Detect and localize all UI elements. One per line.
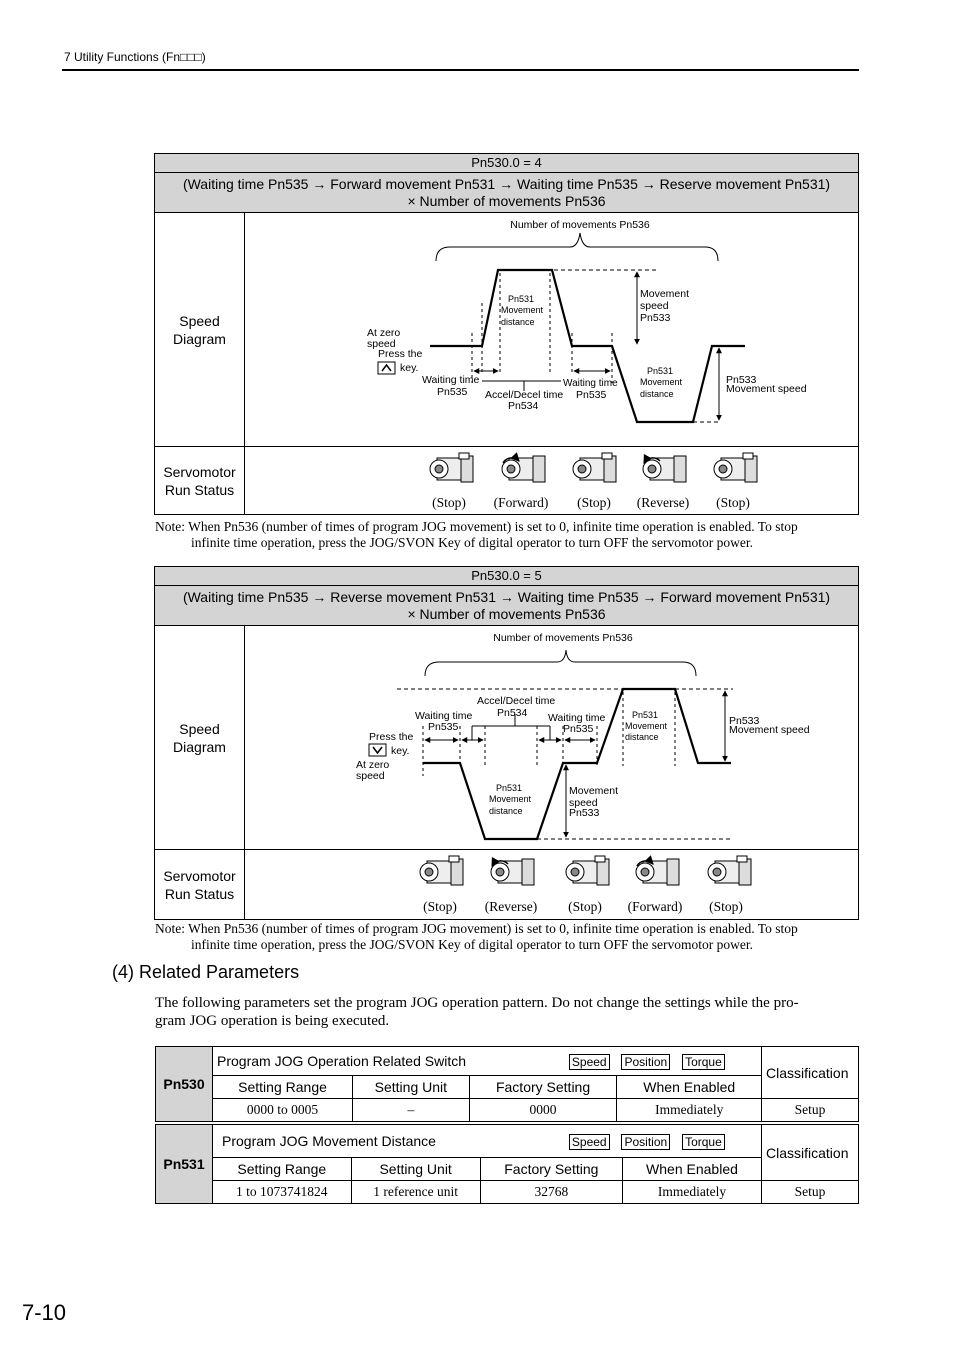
speed-diagram-cell-2: [245, 626, 858, 849]
servomotor-icon: [420, 856, 463, 885]
distance-label: distance: [625, 732, 659, 742]
waiting-time-param: Pn535: [576, 389, 607, 401]
note-line: Note: When Pn536 (number of times of program JOG movement) is set to 0, infinite time operation is enabled. To stop: [155, 519, 798, 534]
torque-tag: Torque: [682, 1134, 725, 1150]
setting-range-value: 1 to 1073741824: [213, 1181, 352, 1204]
status-label: (Forward): [493, 495, 549, 510]
sequence-line-2b: × Number of movements Pn536: [407, 606, 606, 622]
waiting-time-param: Pn535: [437, 386, 468, 398]
servomotor-icon: [502, 456, 545, 482]
speed-diagram-label-1: [155, 213, 245, 446]
waiting-time-param: Pn535: [428, 721, 459, 733]
setting-unit-value: –: [353, 1099, 470, 1122]
setting-unit-value: 1 reference unit: [351, 1181, 480, 1204]
movement-speed-param: Pn533: [569, 807, 600, 819]
mode-label-2: Pn530.0 = 5: [155, 567, 858, 586]
paragraph-line: gram JOG operation is being executed.: [155, 1013, 390, 1029]
factory-setting-value: 0000: [469, 1099, 617, 1122]
waiting-time-label: Waiting time: [563, 378, 618, 389]
at-zero-speed-label: speed: [367, 338, 396, 350]
run-status-label-1: [155, 447, 245, 514]
servomotor-icon: [573, 453, 616, 482]
note-line: infinite time operation, press the JOG/SVON Key of digital operator to turn OFF the servomotor power.: [191, 937, 754, 952]
label-line: Diagram: [173, 330, 226, 347]
movement-speed-label: speed: [569, 797, 598, 809]
run-status-graphic-2: [245, 850, 858, 919]
accel-decel-param: Pn534: [508, 400, 539, 412]
speed-tag: Speed: [569, 1054, 610, 1070]
run-status-cell-1: [245, 447, 858, 514]
movement-speed-param: Pn533: [640, 312, 671, 324]
servomotor-icon: [636, 859, 679, 885]
classification-header: Classification: [762, 1125, 859, 1181]
status-label: (Reverse): [484, 899, 538, 914]
distance-label: distance: [640, 389, 674, 399]
note-line: infinite time operation, press the JOG/SVON Key of digital operator to turn OFF the servomotor power.: [191, 535, 754, 550]
accel-decel-param: Pn534: [497, 707, 528, 719]
pattern-table-1: [154, 153, 859, 515]
movement-speed-label: Movement: [569, 785, 619, 797]
servomotor-icon: [708, 856, 751, 885]
param-table-pn531: [155, 1124, 859, 1204]
servomotor-icon: [714, 453, 757, 482]
when-enabled-value: Immediately: [622, 1181, 761, 1204]
setting-unit-header: Setting Unit: [351, 1158, 480, 1181]
waiting-time-label: Waiting time: [422, 374, 480, 386]
speed-diagram-label-2: [155, 626, 245, 849]
distance-label: Movement: [640, 377, 683, 387]
section-title: (4) Related Parameters: [112, 962, 300, 982]
intro-paragraph: [155, 994, 860, 1030]
setting-unit-header: Setting Unit: [353, 1076, 470, 1099]
servomotor-icon: [643, 456, 686, 482]
note-line: Note: When Pn536 (number of times of program JOG movement) is set to 0, infinite time operation is enabled. To stop: [155, 921, 798, 936]
speed-diagram-1: [245, 213, 858, 446]
at-zero-speed-label: speed: [356, 770, 385, 782]
when-enabled-header: When Enabled: [622, 1158, 761, 1181]
torque-tag: Torque: [682, 1054, 725, 1070]
at-zero-label: At zero: [367, 327, 401, 339]
setting-range-header: Setting Range: [213, 1158, 352, 1181]
sequence-description-2: [155, 586, 858, 626]
paragraph-line: The following parameters set the program JOG operation pattern. Do not change the settings while the pro-: [155, 995, 799, 1011]
speed-diagram-row-2: [155, 626, 858, 850]
speed-diagram-cell-1: [245, 213, 858, 446]
when-enabled-value: Immediately: [617, 1099, 762, 1122]
param-table-pn530: [155, 1046, 859, 1122]
position-tag: Position: [621, 1134, 670, 1150]
speed-diagram-row-1: [155, 213, 858, 447]
label-line: Servomotor: [163, 867, 236, 884]
status-label: (Stop): [568, 899, 602, 914]
run-status-row-2: [155, 850, 858, 919]
classification-header: Classification: [762, 1047, 859, 1099]
press-the-label: Press the: [378, 348, 423, 360]
servomotor-icon: [491, 859, 534, 885]
movement-speed-label: Movement speed: [729, 724, 810, 736]
distance-param: Pn531: [496, 783, 523, 793]
waiting-time-label: Waiting time: [548, 712, 606, 724]
movement-speed-label: Movement: [640, 288, 690, 300]
chapter-header: 7 Utility Functions (Fn□□□): [64, 50, 206, 64]
movement-speed-label: speed: [640, 300, 669, 312]
sequence-line-2a: (Waiting time Pn535 → Reverse movement Pn531 → Waiting time Pn535 → Forward movement Pn531): [182, 589, 831, 605]
sequence-description-1: [155, 173, 858, 213]
classification-value: Setup: [762, 1181, 859, 1204]
status-label: (Stop): [577, 495, 611, 510]
label-line: Speed: [179, 720, 220, 737]
param-name-cell: [213, 1125, 762, 1158]
speed-tag: Speed: [569, 1134, 610, 1150]
status-label: (Reverse): [636, 495, 690, 510]
run-status-row-1: [155, 447, 858, 514]
factory-setting-value: 32768: [480, 1181, 622, 1204]
movements-brace: [436, 233, 718, 261]
waiting-time-param: Pn535: [563, 723, 594, 735]
speed-diagram-2: [245, 626, 858, 849]
pattern-table-2: [154, 566, 859, 920]
waiting-time-label: Waiting time: [415, 710, 473, 722]
accel-decel-label: Accel/Decel time: [485, 389, 564, 401]
key-label: key.: [400, 362, 419, 374]
label-line: Servomotor: [163, 463, 236, 480]
param-number: Pn531: [156, 1125, 213, 1204]
classification-value: Setup: [762, 1099, 859, 1122]
movement-speed-param: Pn533: [726, 374, 757, 386]
distance-label: distance: [501, 317, 535, 327]
label-line: Speed: [179, 312, 220, 329]
label-line: Diagram: [173, 738, 226, 755]
press-the-label: Press the: [369, 731, 414, 743]
movement-speed-param: Pn533: [729, 715, 760, 727]
param-name: Program JOG Movement Distance: [222, 1132, 436, 1149]
servomotor-icon: [566, 856, 609, 885]
position-tag: Position: [621, 1054, 670, 1070]
servomotor-icon: [430, 453, 473, 482]
run-status-cell-2: [245, 850, 858, 919]
key-label: key.: [391, 745, 410, 757]
param-name: Program JOG Operation Related Switch: [217, 1052, 466, 1069]
setting-range-header: Setting Range: [213, 1076, 353, 1099]
run-status-label-2: [155, 850, 245, 919]
label-line: Run Status: [164, 481, 235, 498]
mode-label-1: Pn530.0 = 4: [155, 154, 858, 173]
distance-param: Pn531: [632, 710, 659, 720]
distance-label: Movement: [625, 721, 668, 731]
movements-brace: [425, 650, 696, 676]
header-rule: [62, 69, 859, 71]
factory-setting-header: Factory Setting: [469, 1076, 617, 1099]
distance-label: Movement: [489, 794, 532, 804]
status-label: (Stop): [432, 495, 466, 510]
label-line: Run Status: [164, 885, 235, 902]
number-of-movements-label: Number of movements Pn536: [510, 219, 650, 231]
number-of-movements-label: Number of movements Pn536: [493, 632, 633, 644]
distance-label: Movement: [501, 305, 544, 315]
note-1: [155, 519, 855, 551]
sequence-line-1b: × Number of movements Pn536: [407, 193, 606, 209]
distance-param: Pn531: [647, 366, 674, 376]
accel-decel-label: Accel/Decel time: [477, 695, 556, 707]
distance-param: Pn531: [508, 294, 535, 304]
status-label: (Stop): [423, 899, 457, 914]
distance-label: distance: [489, 806, 523, 816]
movement-speed-label: Movement speed: [726, 383, 807, 395]
at-zero-label: At zero: [356, 759, 390, 771]
param-number: Pn530: [156, 1047, 213, 1122]
when-enabled-header: When Enabled: [617, 1076, 762, 1099]
sequence-line-1a: (Waiting time Pn535 → Forward movement Pn531 → Waiting time Pn535 → Reserve movement Pn531): [182, 176, 831, 192]
note-2: [155, 921, 855, 953]
page-number: 7-10: [22, 1300, 67, 1325]
setting-range-value: 0000 to 0005: [213, 1099, 353, 1122]
status-label: (Stop): [716, 495, 750, 510]
run-status-graphic-1: [245, 447, 858, 514]
status-label: (Stop): [709, 899, 743, 914]
param-name-cell: [213, 1047, 762, 1076]
status-label: (Forward): [627, 899, 683, 914]
factory-setting-header: Factory Setting: [480, 1158, 622, 1181]
